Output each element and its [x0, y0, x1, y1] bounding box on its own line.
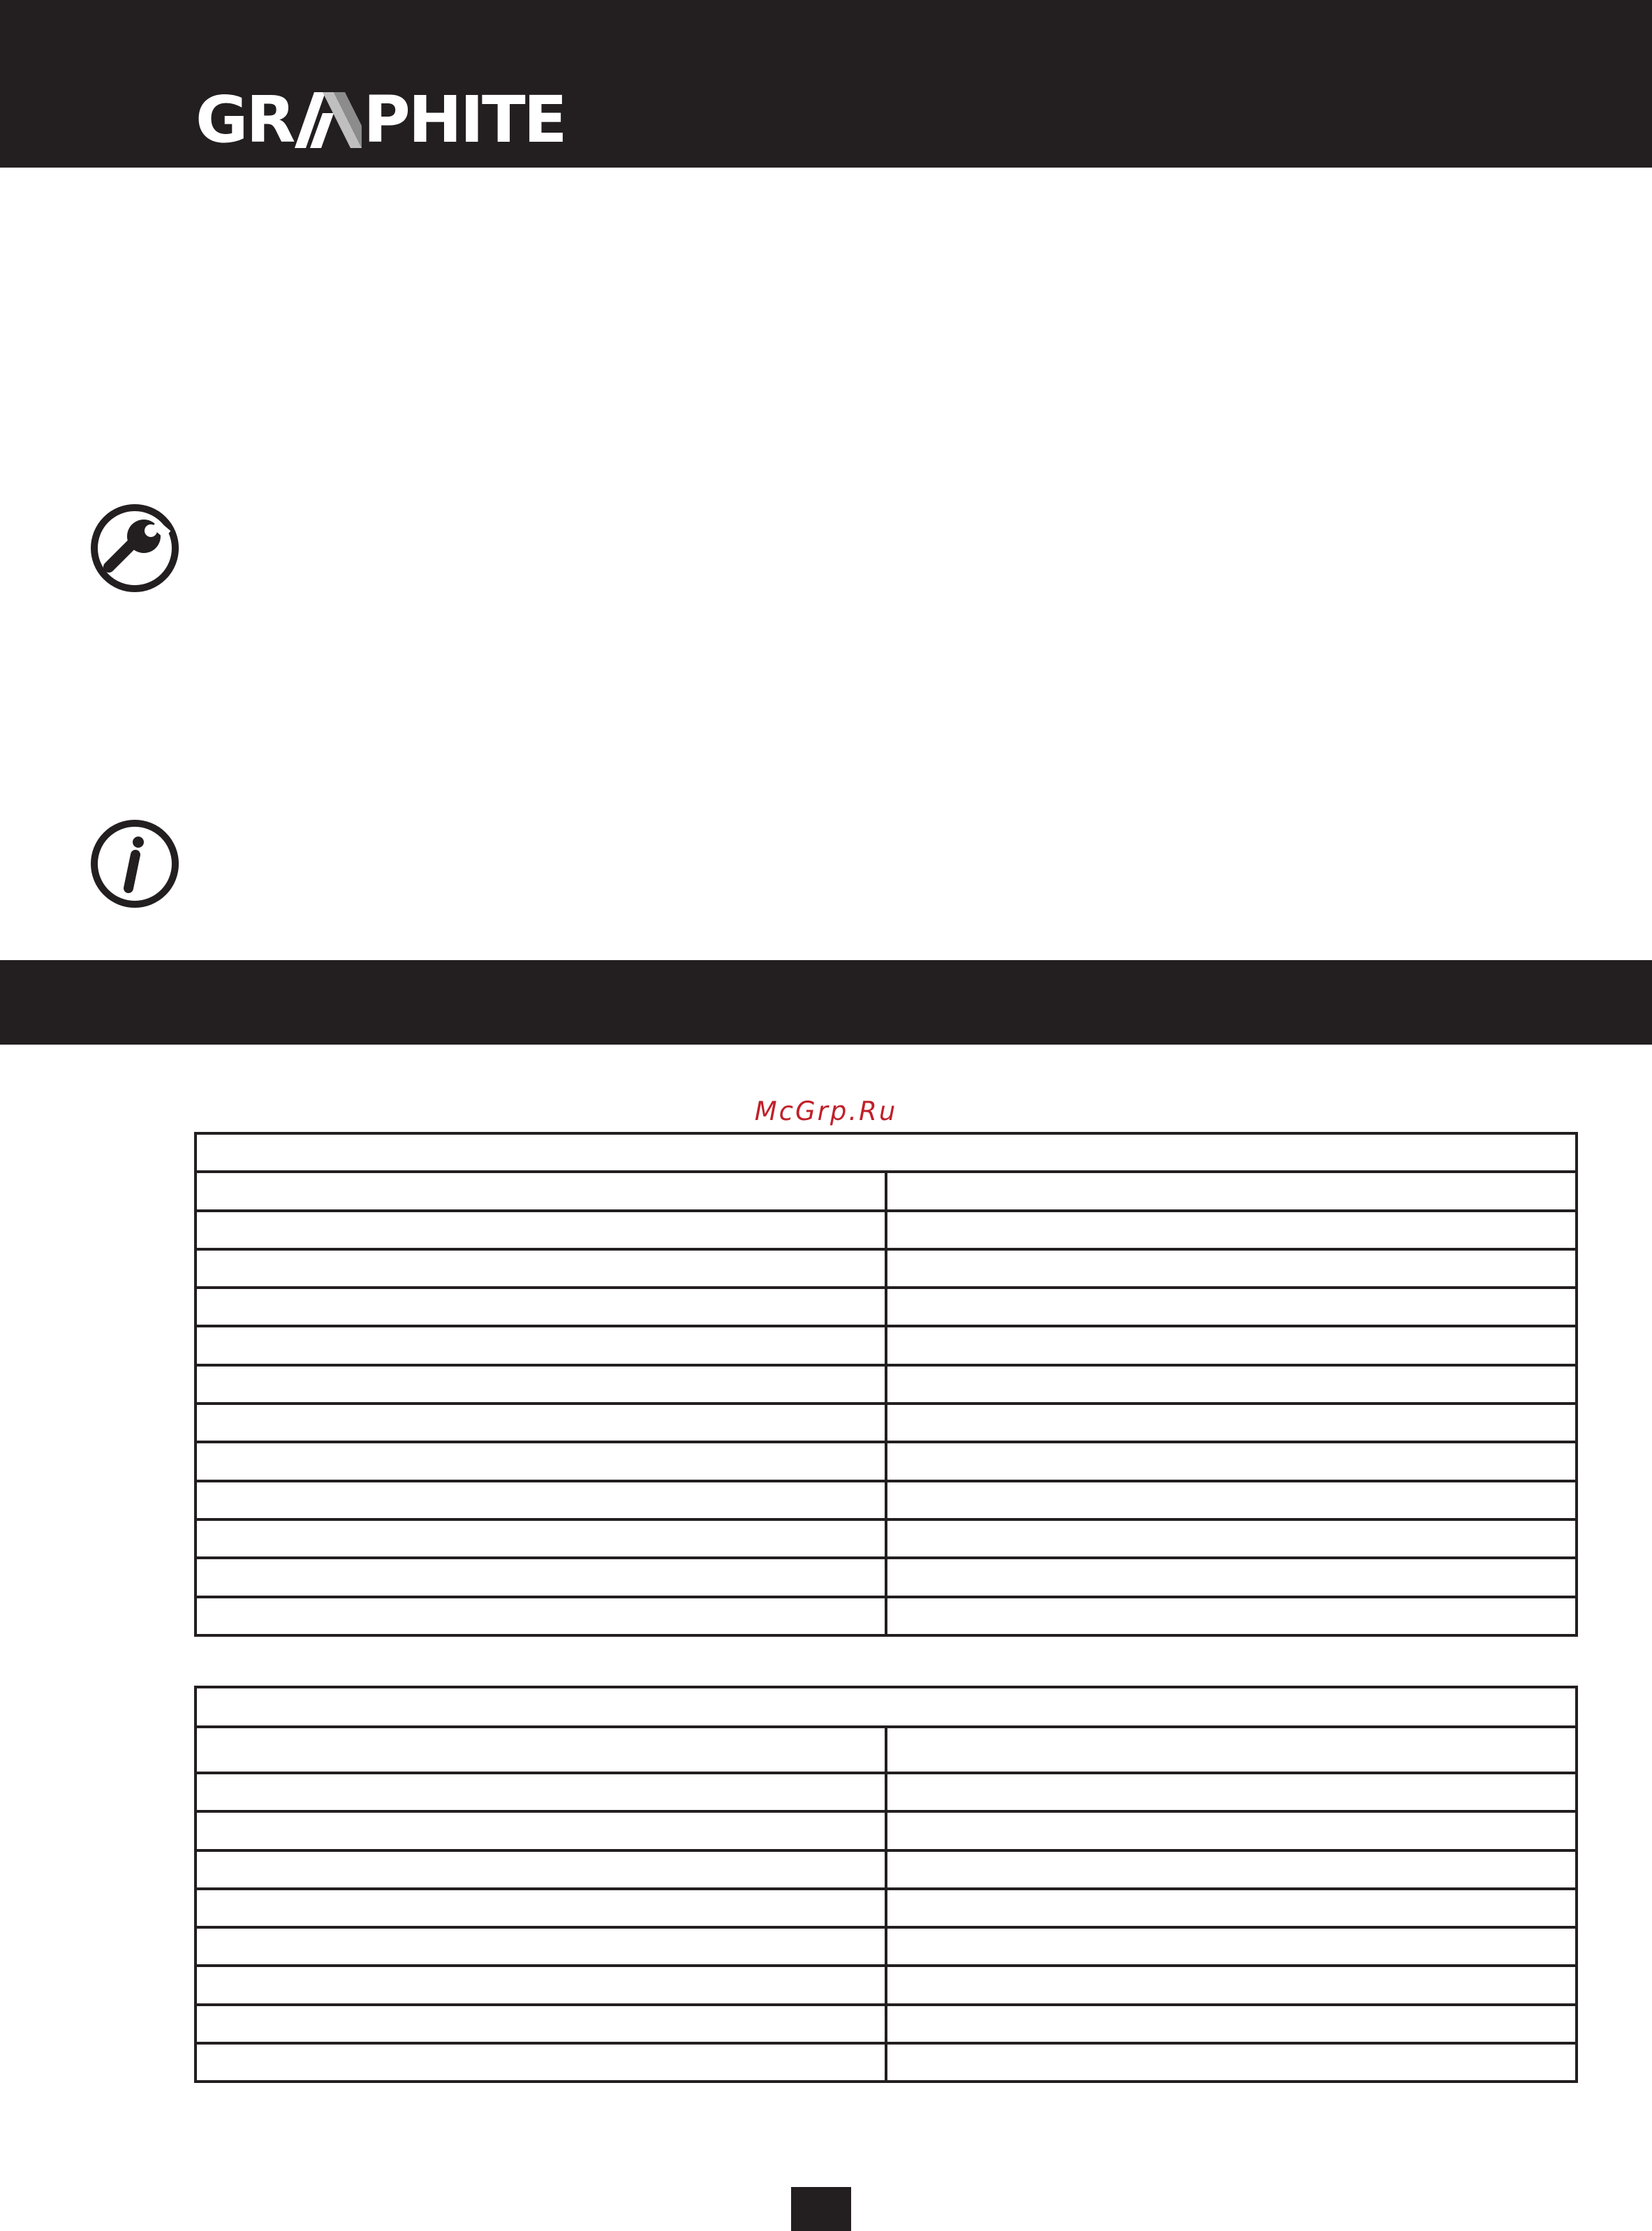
table-cell-param — [196, 1481, 886, 1519]
table-cell-param — [196, 2005, 886, 2043]
wrench-icon — [89, 503, 180, 594]
table-cell-value — [886, 2005, 1577, 2043]
watermark-text: McGrp.Ru — [754, 1096, 898, 1126]
table-row — [196, 1249, 1577, 1288]
table-cell-param — [196, 1326, 886, 1364]
table-cell-param — [196, 1249, 886, 1288]
page-number-box — [791, 2187, 851, 2231]
table-cell-param — [196, 1288, 886, 1326]
table-row — [196, 1727, 1577, 1773]
table-cell-value — [886, 1211, 1577, 1249]
table-cell-value — [886, 1172, 1577, 1210]
table-row — [196, 1172, 1577, 1210]
logo-text-right: PHITE — [363, 82, 566, 157]
table-cell-param — [196, 1811, 886, 1850]
table-cell-value — [886, 1288, 1577, 1326]
table-cell-value — [886, 1442, 1577, 1480]
table-row — [196, 1811, 1577, 1850]
table-cell-value — [886, 1811, 1577, 1850]
table-cell-value — [886, 1927, 1577, 1966]
table-cell-param — [196, 1889, 886, 1927]
table-cell-param — [196, 1597, 886, 1635]
table-cell-param — [196, 1966, 886, 2004]
table-cell-param — [196, 1365, 886, 1404]
logo-slashes-icon — [295, 92, 362, 148]
table-row — [196, 1519, 1577, 1558]
table-row — [196, 1773, 1577, 1811]
table-row — [196, 1927, 1577, 1966]
table-cell-value — [886, 1481, 1577, 1519]
logo-text-left: GR — [196, 82, 294, 157]
table-cell-value — [886, 1850, 1577, 1889]
graphite-logo — [196, 82, 566, 157]
table-cell-value — [886, 1558, 1577, 1596]
table-cell-param — [196, 1442, 886, 1480]
table-cell-value — [886, 1966, 1577, 2004]
table-cell-value — [886, 1773, 1577, 1811]
table-title-cell — [196, 1133, 1577, 1172]
table-cell-value — [886, 1519, 1577, 1558]
table-row — [196, 1597, 1577, 1635]
table-cell-param — [196, 1172, 886, 1210]
spec-table-2 — [194, 1686, 1578, 2083]
table-cell-param — [196, 1519, 886, 1558]
table-cell-param — [196, 1404, 886, 1442]
table-cell-value — [886, 1404, 1577, 1442]
table-cell-value — [886, 1727, 1577, 1773]
table-cell-value — [886, 1597, 1577, 1635]
table-cell-value — [886, 1889, 1577, 1927]
table-row — [196, 1481, 1577, 1519]
table-row — [196, 1442, 1577, 1480]
table-title-cell — [196, 1687, 1577, 1727]
table-cell-value — [886, 2043, 1577, 2082]
table-cell-value — [886, 1249, 1577, 1288]
table-row — [196, 1404, 1577, 1442]
table-title-row — [196, 1133, 1577, 1172]
table-row — [196, 1288, 1577, 1326]
table-row — [196, 1365, 1577, 1404]
table-row — [196, 1558, 1577, 1596]
table-row — [196, 2005, 1577, 2043]
spec-table-1 — [194, 1132, 1578, 1637]
section-bar — [0, 960, 1652, 1045]
info-icon — [89, 818, 180, 909]
table-row — [196, 1211, 1577, 1249]
table-row — [196, 1850, 1577, 1889]
table-row — [196, 1889, 1577, 1927]
table-cell-value — [886, 1326, 1577, 1364]
table-cell-param — [196, 1727, 886, 1773]
table-cell-param — [196, 1773, 886, 1811]
table-cell-param — [196, 1211, 886, 1249]
table-row — [196, 1966, 1577, 2004]
table-cell-value — [886, 1365, 1577, 1404]
table-row — [196, 1326, 1577, 1364]
table-cell-param — [196, 2043, 886, 2082]
table-cell-param — [196, 1850, 886, 1889]
table-title-row — [196, 1687, 1577, 1727]
table-cell-param — [196, 1558, 886, 1596]
table-cell-param — [196, 1927, 886, 1966]
table-row — [196, 2043, 1577, 2082]
